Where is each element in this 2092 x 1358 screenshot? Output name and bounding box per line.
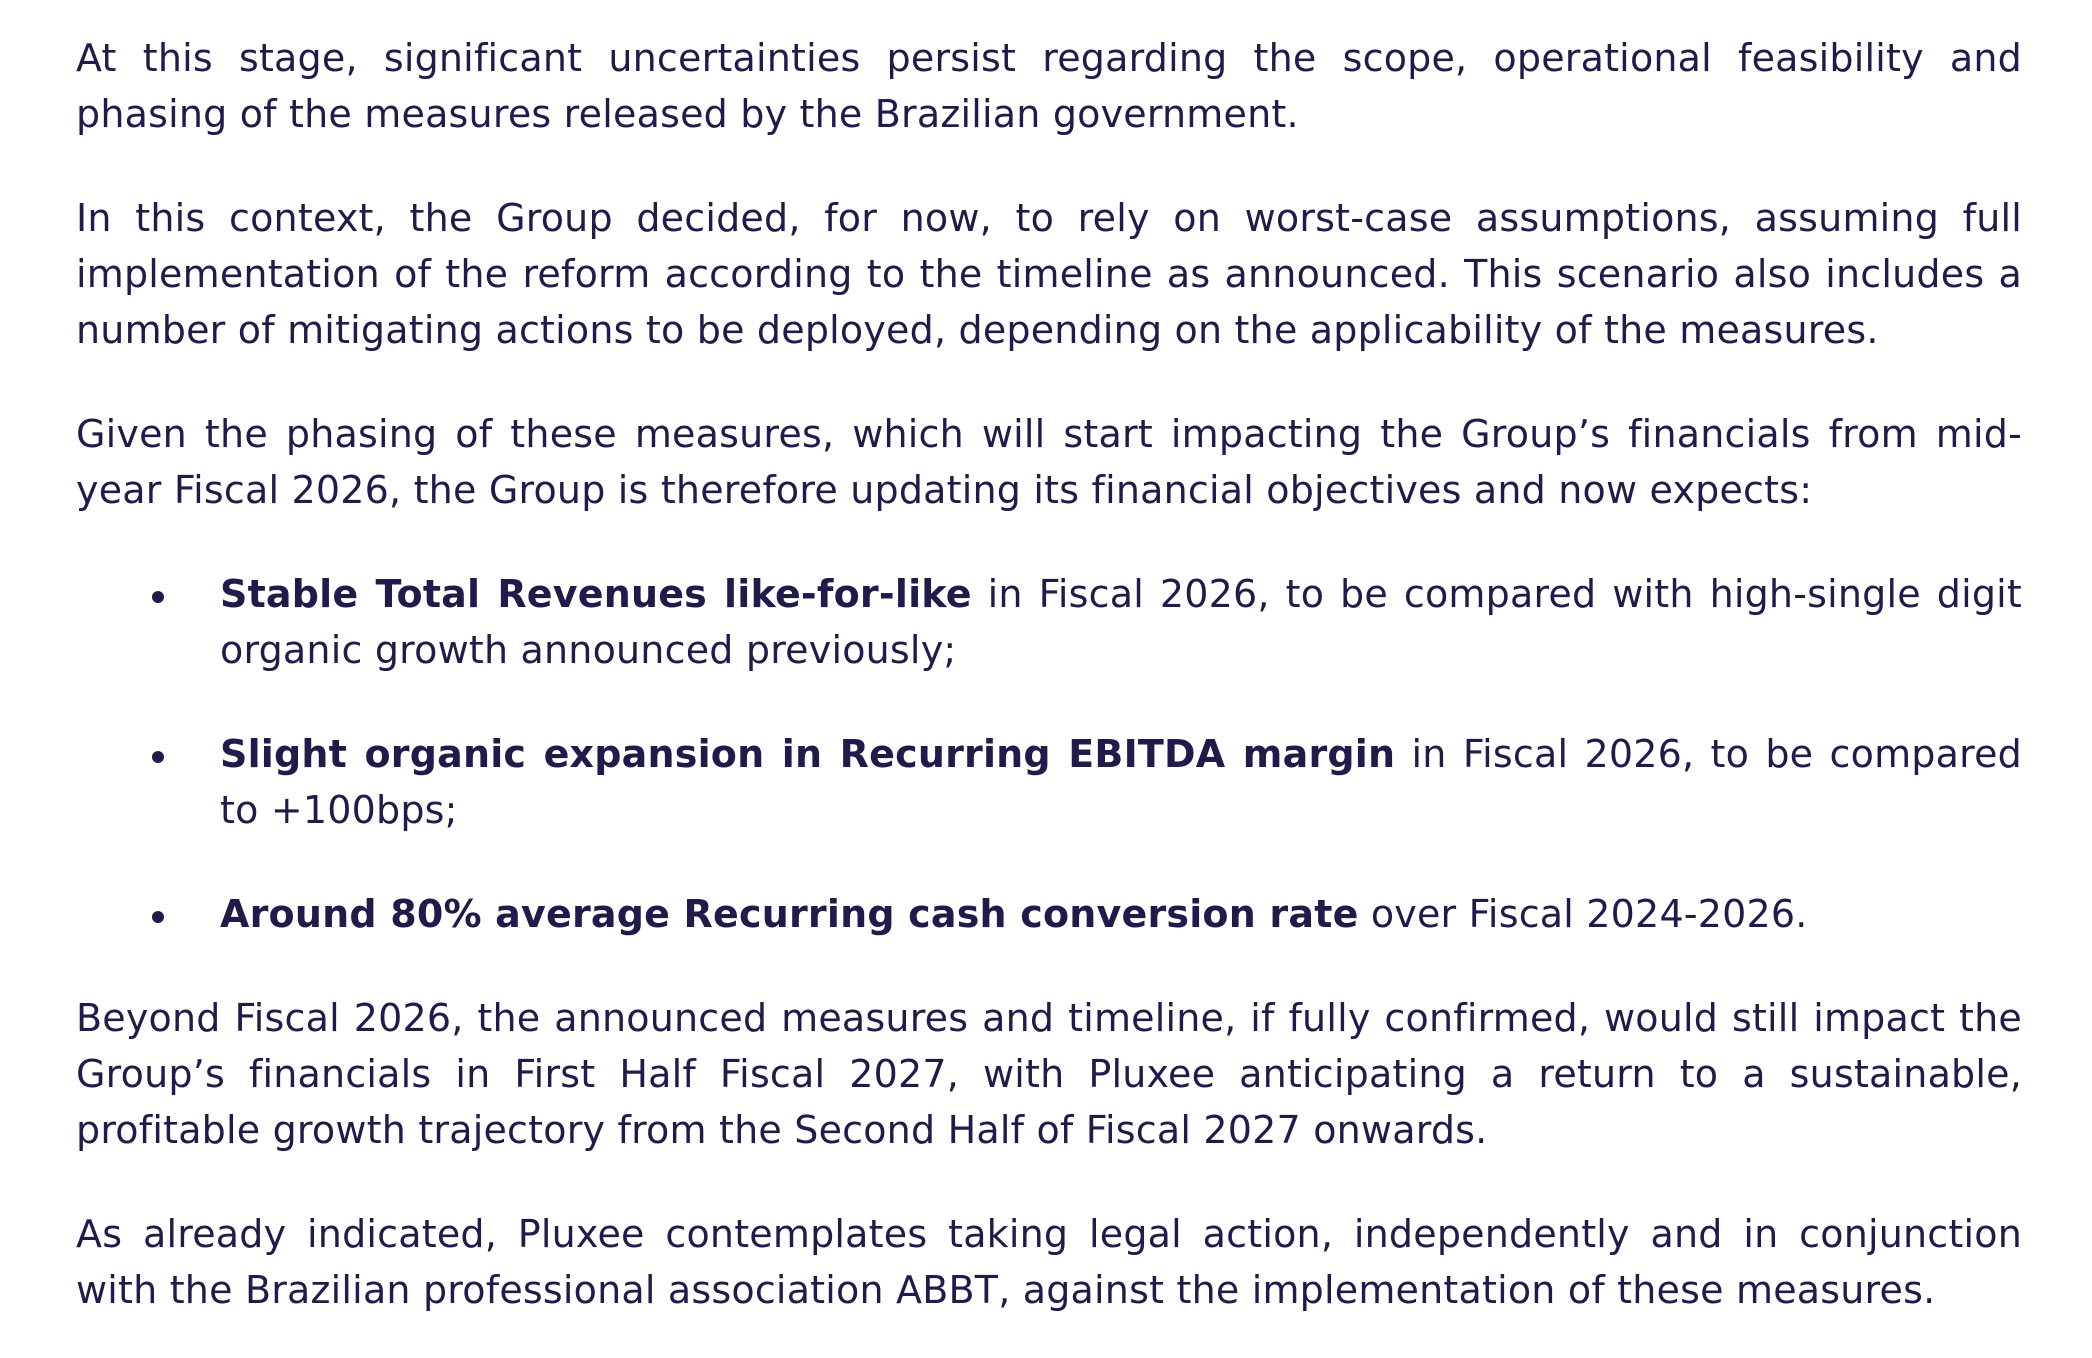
list-item — [76, 726, 2022, 838]
financial-objectives-list — [76, 566, 2022, 942]
bullet-bold-text: Stable Total Revenues like-for-like — [220, 572, 972, 616]
bullet-icon — [152, 751, 164, 763]
bullet-text: in Fiscal 2026, to be compared with high-single digit organic growth announced previously; — [220, 572, 2022, 672]
document-body — [76, 30, 2022, 1318]
bullet-text: in Fiscal 2026, to be compared to +100bps; — [220, 732, 2022, 832]
bullet-icon — [152, 911, 164, 923]
paragraph-beyond-fiscal-2026: Beyond Fiscal 2026, the announced measures and timeline, if fully confirmed, would still impact the Group’s financials in First Half Fiscal 2027, with Pluxee anticipating a return to a sustainable, profitable growth trajectory from the Second Half of Fiscal 2027 onwards. — [76, 996, 2022, 1152]
paragraph-legal-action: As already indicated, Pluxee contemplates taking legal action, independently and in conjunction with the Brazilian professional association ABBT, against the implementation of these measures. — [76, 1212, 2022, 1312]
paragraph-updated-objectives: Given the phasing of these measures, which will start impacting the Group’s financials from mid-year Fiscal 2026, the Group is therefore updating its financial objectives and now expects: — [76, 412, 2022, 512]
bullet-bold-text: Slight organic expansion in Recurring EBITDA margin — [220, 732, 1396, 776]
paragraph-uncertainties: At this stage, significant uncertainties persist regarding the scope, operational feasibility and phasing of the measures released by the Brazilian government. — [76, 36, 2022, 136]
bullet-bold-text: Around 80% average Recurring cash conversion rate — [220, 892, 1359, 936]
list-item — [76, 886, 2022, 942]
list-item — [76, 566, 2022, 678]
bullet-text: over Fiscal 2024-2026. — [1358, 892, 1808, 936]
paragraph-worst-case-assumptions: In this context, the Group decided, for now, to rely on worst-case assumptions, assuming full implementation of the reform according to the timeline as announced. This scenario also includes a number of mitigating actions to be deployed, depending on the applicability of the measures. — [76, 196, 2022, 352]
bullet-icon — [152, 591, 164, 603]
